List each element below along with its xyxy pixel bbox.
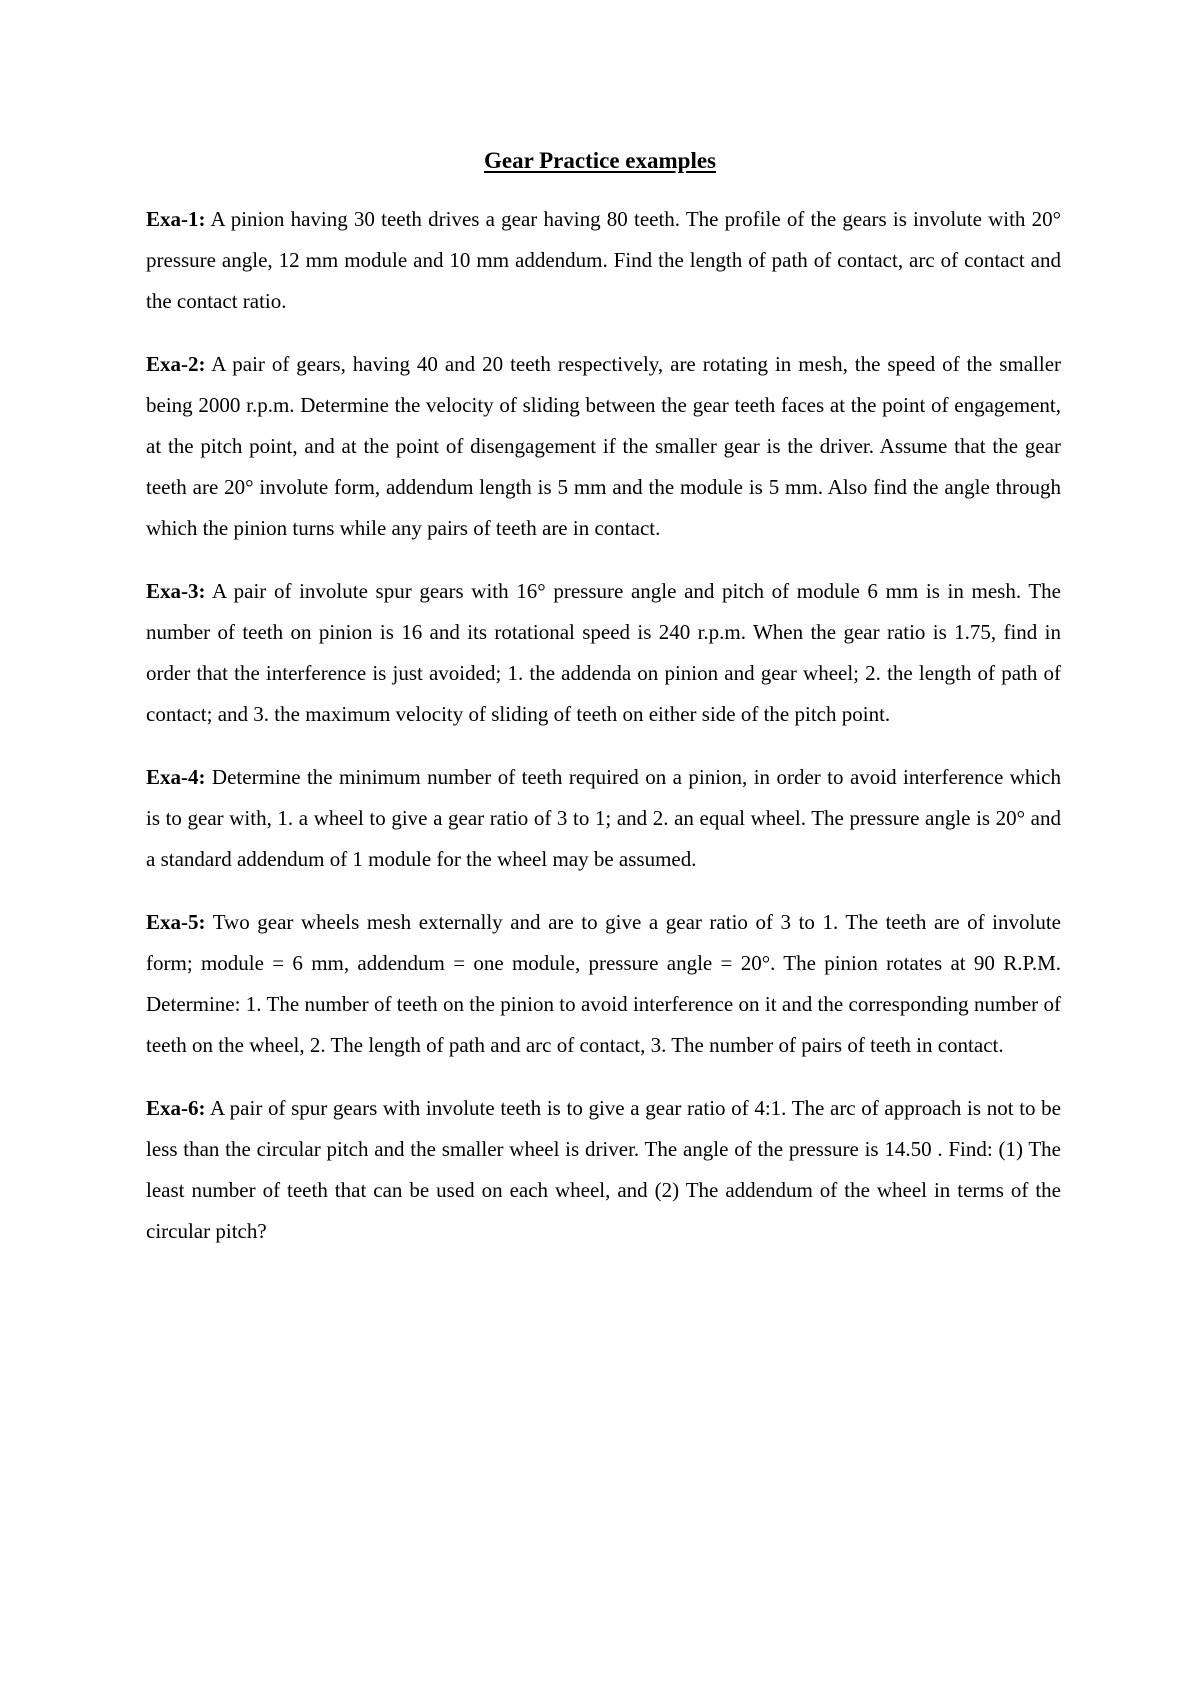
example-6 [146,1088,1061,1252]
page-title: Gear Practice examples [483,148,717,173]
example-label: Exa-2: [146,352,206,376]
example-4 [146,757,1061,880]
example-1 [146,199,1061,322]
examples-list [146,199,1061,1274]
example-label: Exa-4: [146,765,206,789]
example-label: Exa-3: [146,579,206,603]
example-text: A pair of gears, having 40 and 20 teeth respectively, are rotating in mesh, the speed of the smaller being 2000 r.p.m. Determine the velocity of sliding between the gear teeth faces at the point of engagement, at the pitch point, and at the point of disengagement if the smaller gear is the driver. Assume that the gear teeth are 20° involute form, addendum length is 5 mm and the module is 5 mm. Also find the angle through which the pinion turns while any pairs of teeth are in contact. [146,352,1062,540]
example-5 [146,902,1061,1066]
example-2 [146,344,1061,549]
example-label: Exa-1: [146,207,206,231]
example-label: Exa-5: [146,910,206,934]
example-text: A pair of involute spur gears with 16° pressure angle and pitch of module 6 mm is in mesh. The number of teeth on pinion is 16 and its rotational speed is 240 r.p.m. When the gear ratio is 1.75, find in order that the interference is just avoided; 1. the addenda on pinion and gear wheel; 2. the length of path of contact; and 3. the maximum velocity of sliding of teeth on either side of the pitch point. [146,579,1062,726]
example-label: Exa-6: [146,1096,206,1120]
example-text: Two gear wheels mesh externally and are to give a gear ratio of 3 to 1. The teeth are of involute form; module = 6 mm, addendum = one module, pressure angle = 20°. The pinion rotates at 90 R.P.M. Determine: 1. The number of teeth on the pinion to avoid interference on it and the corresponding number of teeth on the wheel, 2. The length of path and arc of contact, 3. The number of pairs of teeth in contact. [146,910,1061,1057]
example-text: Determine the minimum number of teeth required on a pinion, in order to avoid interference which is to gear with, 1. a wheel to give a gear ratio of 3 to 1; and 2. an equal wheel. The pressure angle is 20° and a standard addendum of 1 module for the wheel may be assumed. [146,765,1062,871]
example-3 [146,571,1061,735]
example-text: A pinion having 30 teeth drives a gear having 80 teeth. The profile of the gears is involute with 20° pressure angle, 12 mm module and 10 mm addendum. Find the length of path of contact, arc of contact and the contact ratio. [146,207,1061,313]
example-text: A pair of spur gears with involute teeth is to give a gear ratio of 4:1. The arc of approach is not to be less than the circular pitch and the smaller wheel is driver. The angle of the pressure is 14.50 . Find: (1) The least number of teeth that can be used on each wheel, and (2) The addendum of the wheel in terms of the circular pitch? [146,1096,1062,1243]
